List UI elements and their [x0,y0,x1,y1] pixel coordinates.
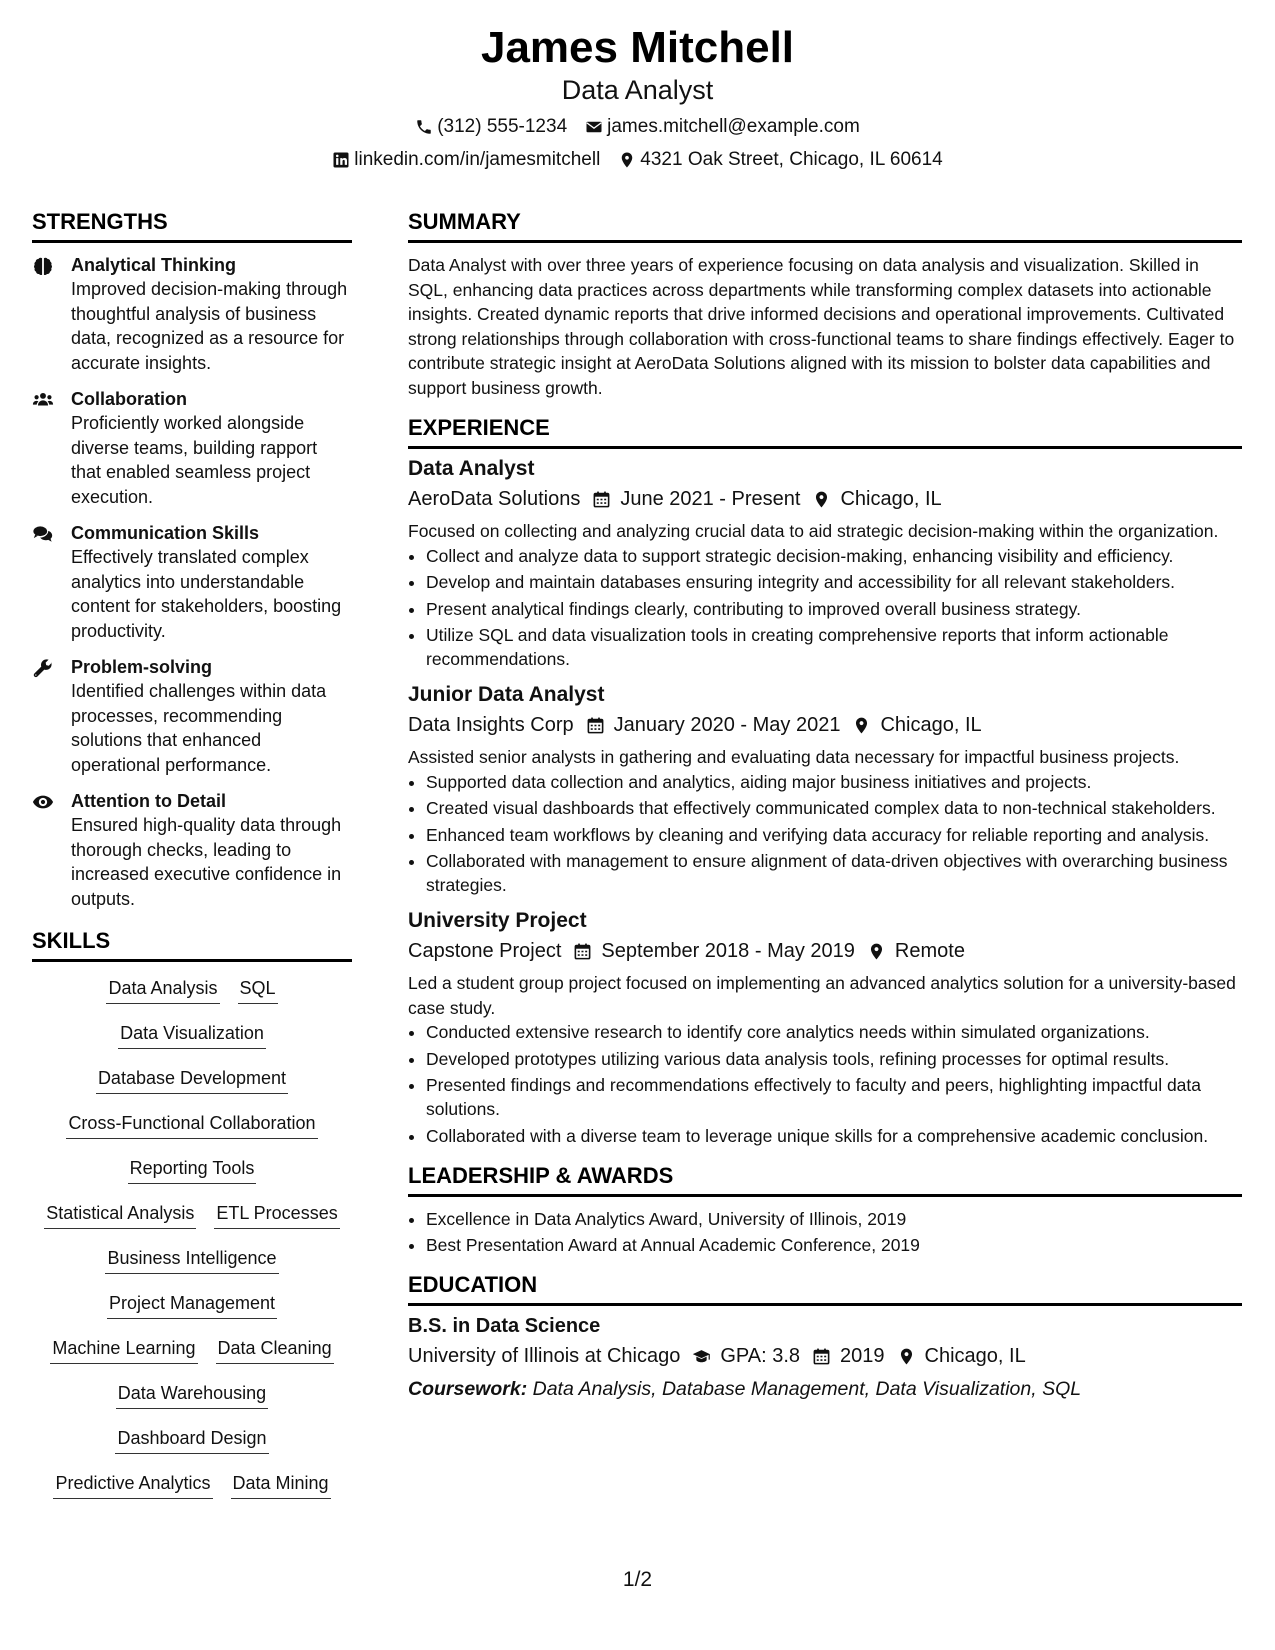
bullet-item: • Developed prototypes utilizing various data analysis tools, refining processes for optimal results. [426,1047,1242,1071]
bullet-item: • Conducted extensive research to identify core analytics needs within simulated organizations. [426,1020,1242,1044]
strength-desc: Improved decision-making through thoughtful analysis of business data, recognized as a resource for accurate insights. [71,279,348,373]
skill-tag: Database Development [96,1066,288,1094]
job-company: AeroData Solutions [408,488,581,510]
bullet-item: • Collaborated with a diverse team to leverage unique skills for a comprehensive academic conclusion. [426,1124,1242,1148]
skill-row [32,1156,352,1201]
strength-title: Problem-solving [71,657,213,677]
comments-icon [32,521,71,643]
users-icon [32,387,71,509]
degree-title: B.S. in Data Science [408,1315,601,1337]
skill-row [32,1201,352,1246]
education-meta [408,1342,1242,1370]
calendar-icon [592,490,611,509]
linkedin-link[interactable]: linkedin.com/in/jamesmitchell [354,149,601,170]
contact-linkedin [332,148,600,172]
skill-tag: Dashboard Design [115,1426,268,1454]
strength-item [32,387,352,509]
map-marker-icon [852,716,871,735]
skills-heading: SKILLS [32,927,352,962]
graduation-year: 2019 [840,1345,885,1367]
gpa-text: GPA: 3.8 [720,1345,801,1367]
strength-desc: Effectively translated complex analytics into understandable content for stakeholders, boosting productivity. [71,547,342,641]
experience-heading: EXPERIENCE [408,414,1242,449]
skill-tag: Cross-Functional Collaboration [66,1111,317,1139]
skill-tag: ETL Processes [214,1201,339,1229]
bullet-item: • Utilize SQL and data visualization tools in creating comprehensive reports that inform actionable recommendations. [426,623,1242,671]
bullet-item: • Collaborated with management to ensure alignment of data-driven objectives with overarching business strategies. [426,849,1242,897]
skill-tag: Data Analysis [106,976,219,1004]
award-item: • Excellence in Data Analytics Award, University of Illinois, 2019 [426,1207,1242,1231]
skill-tag: Data Visualization [118,1021,266,1049]
contact-email [585,115,860,139]
contact-phone [415,115,567,139]
job-title: Data Analyst [408,457,535,480]
summary-text: Data Analyst with over three years of experience focusing on data analysis and visualization. Skilled in SQL, enhancing data practices across departments while transforming complex datasets into actionable insights. Created dynamic reports that drive informed decisions and operational improvements. Cultivated strong relationships through collaboration with cross-functional teams to share findings effectively. Eager to contribute strategic insight at AeroData Solutions aligned with its mission to bolster data capabilities and support business growth. [408,255,1235,398]
skill-row [32,1426,352,1471]
skill-row [32,1066,352,1111]
wrench-icon [32,655,71,777]
skill-tag: Data Warehousing [116,1381,268,1409]
page-number: 1/2 [622,1568,653,1591]
award-item: • Best Presentation Award at Annual Academic Conference, 2019 [426,1233,1242,1257]
job-description: Led a student group project focused on implementing an advanced analytics solution for a university-based case study. [408,973,1236,1018]
job-title: Junior Data Analyst [408,683,605,706]
calendar-icon [812,1347,831,1366]
linkedin-icon [332,151,350,169]
strength-title: Communication Skills [71,523,260,543]
strength-desc: Proficiently worked alongside diverse teams, building rapport that enabled seamless project execution. [71,413,318,507]
skill-row [32,976,352,1021]
skill-tag: Reporting Tools [128,1156,257,1184]
school-location: Chicago, IL [924,1345,1026,1367]
eye-icon [32,789,71,911]
bullet-item: • Presented findings and recommendations effectively to faculty and peers, highlighting impactful data solutions. [426,1073,1242,1121]
map-marker-icon [618,151,636,169]
envelope-icon [585,118,603,136]
job-bullets [408,544,1242,672]
awards-heading: LEADERSHIP & AWARDS [408,1162,1242,1197]
job-dates: June 2021 - Present [620,488,801,510]
skill-row [32,1336,352,1381]
graduation-cap-icon [692,1347,711,1366]
resume-header [0,22,1275,172]
job-description: Assisted senior analysts in gathering and evaluating data necessary for impactful business projects. [408,747,1180,767]
email-link[interactable]: james.mitchell@example.com [607,116,860,137]
skill-row [32,1111,352,1156]
calendar-icon [586,716,605,735]
job-description: Focused on collecting and analyzing crucial data to aid strategic decision-making within the organization. [408,521,1219,541]
job-location: Remote [894,940,965,962]
bullet-item: • Present analytical findings clearly, contributing to improved overall business strategy. [426,597,1242,621]
job-entry [408,455,1242,671]
left-column [32,208,352,1516]
skill-tag: SQL [238,976,278,1004]
job-bullets [408,770,1242,898]
map-marker-icon [812,490,831,509]
skill-row [32,1381,352,1426]
skill-row [32,1471,352,1516]
education-heading: EDUCATION [408,1271,1242,1306]
coursework [408,1376,1242,1402]
map-marker-icon [867,942,886,961]
bullet-item: • Develop and maintain databases ensuring integrity and accessibility for all relevant stakeholders. [426,570,1242,594]
bullet-item: • Enhanced team workflows by cleaning and verifying data accuracy for reliable reporting and analysis. [426,823,1242,847]
strengths-heading: STRENGTHS [32,208,352,243]
address-text: 4321 Oak Street, Chicago, IL 60614 [640,149,943,170]
job-company: Data Insights Corp [408,714,574,736]
job-meta [408,485,1242,513]
skill-row [32,1246,352,1291]
bullet-item: • Collect and analyze data to support strategic decision-making, enhancing visibility and efficiency. [426,544,1242,568]
skills-list [32,972,352,1516]
strength-desc: Ensured high-quality data through thorough checks, leading to increased executive confidence in outputs. [71,815,342,909]
right-column [408,208,1242,1402]
job-entry [408,907,1242,1148]
awards-list [408,1207,1242,1258]
strength-title: Collaboration [71,389,187,409]
job-dates: September 2018 - May 2019 [601,940,855,962]
job-dates: January 2020 - May 2021 [613,714,841,736]
skill-tag: Data Cleaning [216,1336,334,1364]
job-entry [408,681,1242,897]
job-bullets [408,1020,1242,1148]
coursework-text: Data Analysis, Database Management, Data Visualization, SQL [532,1378,1082,1400]
skill-tag: Data Mining [231,1471,331,1499]
phone-icon [415,118,433,136]
job-meta [408,711,1242,739]
candidate-name: James Mitchell [480,23,795,72]
job-company: Capstone Project [408,940,562,962]
coursework-label: Coursework: [408,1378,528,1400]
skill-tag: Project Management [107,1291,277,1319]
job-meta [408,937,1242,965]
job-location: Chicago, IL [840,488,942,510]
contact-line-2 [0,148,1275,172]
skill-row [32,1291,352,1336]
job-title: University Project [408,909,587,932]
strength-item [32,253,352,375]
summary-heading: SUMMARY [408,208,1242,243]
strength-desc: Identified challenges within data processes, recommending solutions that enhanced operational performance. [71,681,327,775]
school-name: University of Illinois at Chicago [408,1345,681,1367]
strength-title: Analytical Thinking [71,255,237,275]
bullet-item: • Created visual dashboards that effectively communicated complex data to non-technical stakeholders. [426,796,1242,820]
bullet-item: • Supported data collection and analytics, aiding major business initiatives and projects. [426,770,1242,794]
calendar-icon [573,942,592,961]
phone-text[interactable]: (312) 555-1234 [437,116,568,137]
skill-tag: Statistical Analysis [44,1201,196,1229]
skill-tag: Predictive Analytics [53,1471,212,1499]
strength-item [32,521,352,643]
strength-title: Attention to Detail [71,791,226,811]
skill-row [32,1021,352,1066]
strength-item [32,655,352,777]
contact-address [618,148,942,172]
candidate-role: Data Analyst [561,75,714,105]
skill-tag: Business Intelligence [105,1246,278,1274]
contact-line-1 [0,115,1275,139]
job-location: Chicago, IL [880,714,982,736]
map-marker-icon [897,1347,916,1366]
skill-tag: Machine Learning [50,1336,197,1364]
strength-item [32,789,352,911]
brain-icon [32,253,71,375]
